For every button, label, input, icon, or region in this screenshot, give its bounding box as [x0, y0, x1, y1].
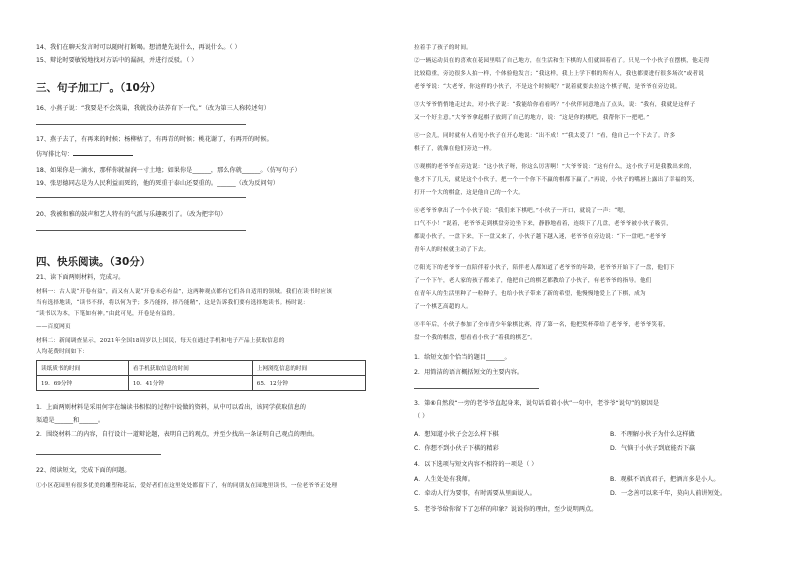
- table-row: [37, 376, 366, 391]
- question-19: 19、张思德同志是为人民利益而死的，他的死重于泰山还要重的。______（改为反问句）: [36, 180, 279, 187]
- reading-question-4: 4．以下选项与短文内容不相符的一项是（ ）: [414, 461, 538, 468]
- passage-paragraph-2-line-1: ②一辆运动员在的喜欢在花园里唱了自己地方，在生活和生下棋的人们就围着看了。只见一个小伙子在摆棋，他走得: [414, 58, 710, 64]
- option-4-a[interactable]: A．人生处处有我师。: [414, 476, 474, 483]
- section-3-title: 三、句子加工厂。（10分）: [36, 82, 161, 94]
- passage-paragraph-6-line-3: 都说小伙子，一盘下来，下一盘又来了，小伙子越下越入迷，老爷爷在旁边说：“下一盘吧。”老爷爷: [414, 234, 667, 240]
- question-17-prompt-label: 仿写排比句：: [36, 151, 74, 158]
- question-20: 20、我被和雅的鼓声和艺人特有的气派与乐趣吸引了。（改为把字句）: [36, 211, 227, 218]
- table-header-cell: 上网浏览信息的时间: [252, 361, 365, 376]
- question-18: 18、如果你是一滴水，那样你就湿润一寸土地；如果你是______，那么你就______。（仿写句子）: [36, 167, 301, 174]
- table-header-cell: 看手机获取信息的时间: [128, 361, 252, 376]
- question-21: 21、读下面两则材料，完成习。: [36, 274, 125, 281]
- passage-paragraph-6-line-1: ⑥老爷爷拿出了一个小伙子说：“我们来下棋吧。”小伙子一开口，就说了一声：“嗯，: [414, 208, 629, 214]
- option-3-a[interactable]: A．想知道小伙子会怎么样下棋: [414, 431, 499, 438]
- blank-17[interactable]: [73, 149, 133, 156]
- source-note: ——百度网页: [36, 324, 71, 330]
- passage-paragraph-7-line-4: 了一个棋艺高超的人。: [414, 304, 472, 310]
- passage-paragraph-5-line-1: ⑤观棋的老爷爷在旁边说：“这小伙子呀，你这么厉害啊！”大爷爷说：“这有什么，这小伙子可是我教出来的，: [414, 164, 696, 170]
- passage-paragraph-4-line-2: 棋子了，就像在他们旁边一样。: [414, 146, 496, 152]
- passage-paragraph-6-line-4: 青年人的时候就主动了下去。: [414, 247, 490, 253]
- passage-paragraph-7-line-3: 在青年人的生活里种了一粒种子，也给小伙子带来了新的希望，他慢慢地爱上了下棋，成为: [414, 291, 646, 297]
- table-header-cell: 读纸质书的时间: [37, 361, 129, 376]
- passage-paragraph-3-line-1: ③大爷爷悄悄地走过去，对小伙子说：“我能给你看看吗？”小伙伴同意地点了点头，说：“我有，我就是这样子: [414, 102, 696, 108]
- material-2-line-1: 材料二：新闻调查显示，2021年全国18周岁以上国民，每天在通过手机和电子产品上获取信息的: [36, 338, 285, 344]
- passage-paragraph-2-line-2: 比较稳重，旁边很多人拍一样，个体验他发言；“我这样，我上上学下棋的所有人，我也都要进行很多场次”或者说: [414, 71, 705, 77]
- passage-paragraph-5-line-2: 他才下了几天，就是这个小伙子，把一个一个你下不赢的棋都下赢了。”再说，小伙子的嘴唇上露出了幸福的笑，: [414, 177, 699, 183]
- question-14: 14、我们在聊天发言时可以随时打断喝。想清楚先说什么，再说什么。（ ）: [36, 44, 241, 51]
- passage-line: 拉着手了孩子的时间。: [414, 45, 472, 51]
- passage-paragraph-6-line-2: 口气不小！”说着，老爷爷走到棋盘旁边坐下来，静静地看着，连续下了几盘，老爷爷被小伙子吸引，: [414, 221, 672, 227]
- question-17: 17、燕子去了，有再来的时候；杨柳枯了，有再青的时候；桃花谢了，有再开的时候。: [36, 136, 273, 143]
- question-15: 15、辩论时要敏锐地找对方话中的漏洞，并进行反驳。（ ）: [36, 57, 198, 64]
- question-21-2: 2．围绕材料二的内容，自行设计一道辩论题，表明自己的观点，并至少找出一条证明自己观点的理由。: [36, 431, 319, 438]
- option-3-d[interactable]: D．气恼于小伙子到底能否下赢: [610, 445, 696, 452]
- passage-paragraph-3-line-2: 又一个好主意。”大爷爷拿起棋子放到了自己的地方，说：“这是你的棋吧，我帮你下一把吧。”: [414, 115, 650, 121]
- option-4-d[interactable]: D．一念善可以来千年，莫向人前讲短处。: [610, 490, 727, 497]
- option-4-b[interactable]: B．观棋不语真君子，把酒言多是小人。: [610, 476, 720, 483]
- reading-question-1: 1．给短文加个恰当的题目______。: [414, 354, 511, 361]
- answer-line-21-2[interactable]: [36, 454, 161, 455]
- option-3-b[interactable]: B．不理解小伙子为什么这样做: [610, 431, 695, 438]
- question-21-1: 1．上面两则材料是采用何字在编读书相似的过程中说做的资料，从中可以看出，该同学获取信息的: [36, 404, 306, 411]
- reading-question-2: 2．用简洁的语言概括短文的主要内容。: [414, 369, 524, 376]
- passage-paragraph-8-line-1: ⑧半年后，小伙子参加了全市青少年象棋比赛，得了第一名，他把奖杯带给了老爷爷，老爷爷笑着，: [414, 322, 669, 328]
- question-17-prompt: [36, 149, 133, 159]
- reading-question-3: 3．第⑥自然段“一旁的老爷爷直起身来，说句话看着小伙”一句中，老爷爷“说句”的原因是: [414, 400, 660, 407]
- question-16: 16、小燕子说：“我要是不会筑巢，我就没办法养育下一代。”（改为第三人称转述句）: [36, 105, 270, 112]
- option-4-c[interactable]: C．牵动人行为要事，有时需要从里面说人。: [414, 490, 536, 497]
- passage-paragraph-4-line-1: ④一会儿，同时就有人看见小伙子在开心地说：“出不成！”“我太爱了！”看，他自己一个下去了。许多: [414, 133, 676, 139]
- answer-line-19[interactable]: [36, 197, 246, 198]
- passage-paragraph-5-line-3: 打开一个大的棋盒，这是他自己的一个大。: [414, 190, 525, 196]
- answer-line-r2[interactable]: [414, 388, 539, 389]
- reading-question-3-bracket: （ ）: [414, 413, 429, 420]
- passage-paragraph-8-line-2: 盘一个我的棋盘，想看看小伙子“着我的棋艺”。: [414, 335, 536, 341]
- answer-line-20[interactable]: [36, 230, 246, 231]
- answer-line-16[interactable]: [36, 124, 246, 125]
- table-cell: 19．69分钟: [37, 376, 129, 391]
- table-cell: 10．41分钟: [128, 376, 252, 391]
- material-1-line-1: 材料一：古人说“开卷有益”，而又有人说“开卷未必有益”，这两种观点都有它们各自适用的领域。我们在读书时应该: [36, 289, 333, 295]
- reading-question-5: 5．老爷爷给你留下了怎样的印象？说说你的理由，至少说明两点。: [414, 506, 598, 513]
- passage-paragraph-7-line-2: 了一个下午，老人家的孩子都来了，他把自己的棋艺都教给了小伙子，有老爷爷的指导。他们: [414, 278, 652, 284]
- passage-paragraph-2-line-3: 老爷爷说：“大老爷，你这样的小伙子，不是这个时候呢？”说着就要去拉这个棋子呢，是爷爷在旁边说。: [414, 84, 681, 90]
- table-cell: 65．12分钟: [252, 376, 365, 391]
- option-3-c[interactable]: C．你想不到小伙子下棋的精彩: [414, 445, 499, 452]
- material-1-line-2: 当有选择地读，“读书不择，将以何为乎；多乃能择，择乃能精”，这是告诉我们要有选择地读书。杨时说：: [36, 300, 309, 306]
- passage-paragraph-1: ①小区花园里有很多优美的雕塑和花坛，爱好者们在这里处处都留下了，有的同朋友在园地里读书，一位老爷爷正处理: [36, 483, 338, 489]
- data-table: [36, 360, 366, 391]
- material-2-line-2: 人均花费时间如下：: [36, 349, 89, 355]
- section-4-title: 四、快乐阅读。（30分）: [36, 256, 151, 268]
- question-22: 22、阅读短文，完成下面的问题。: [36, 467, 131, 474]
- question-21-1-blanks: 渠道是______和______。: [36, 417, 105, 424]
- passage-paragraph-7-line-1: ⑦阳光下的老爷爷一直陪伴着小伙子，陪伴老人都知道了老爷爷的年龄，老爷爷开始下了一盘，他们下: [414, 265, 675, 271]
- material-1-line-3: “读书以为本，下笔如有神。”由此可见，开卷是有益的。: [36, 311, 179, 317]
- table-row: [37, 361, 366, 376]
